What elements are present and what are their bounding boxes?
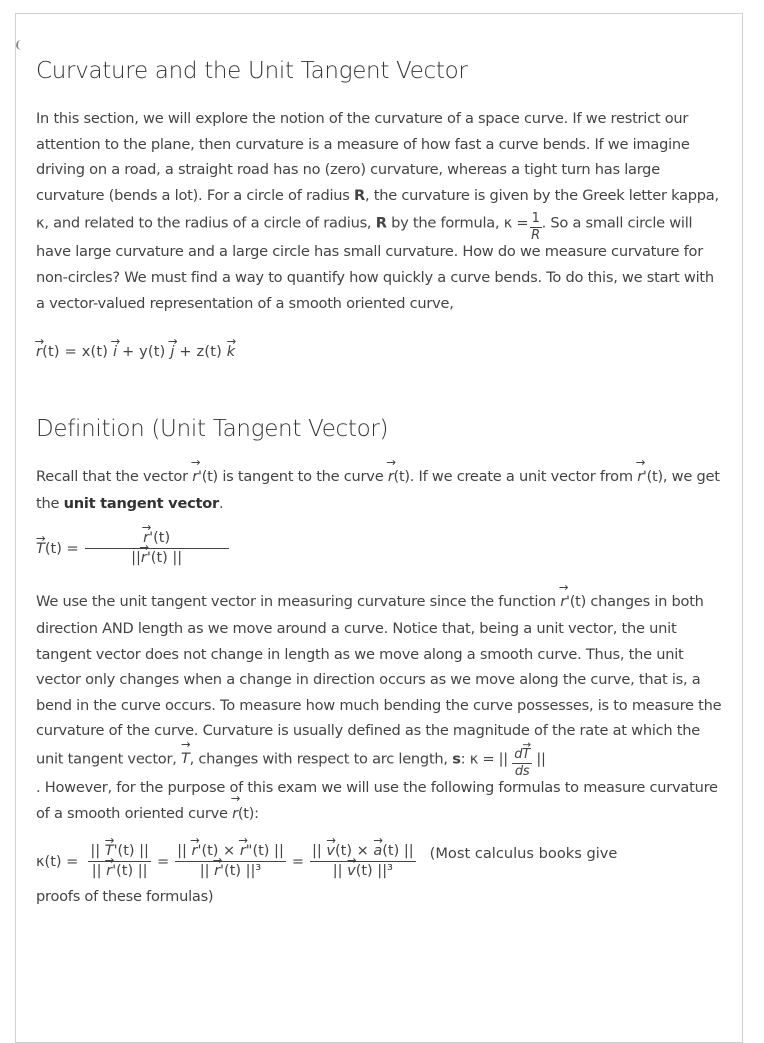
content-card (15, 13, 743, 1043)
formulas-note: proofs of these formulas) (36, 888, 214, 906)
section-title-curvature: Curvature and the Unit Tangent Vector (36, 58, 468, 84)
content-body (36, 58, 726, 910)
vector-function-formula: → r(t) = x(t) → i + y(t) → j + z(t) → k (36, 344, 726, 360)
intro-paragraph: In this section, we will explore the notion of the curvature of a space curve. If we restrict our attention to the plane, then curvature is a measure of how fast a curve bends. If we imagine driving on a road, a straight road has no (zero) curvature, whereas a tight turn has large curvature (bends a lot). For a circle of radius R, the curvature is given by the Greek letter kappa, κ, and related to the radius of a circle of radius, R by the formula, κ = $\frac{1}{R}$ . So a small circle will have large curvature and a large circle has small curvature. How do we measure curvature for non-circles? We must find a way to quantify how quickly a curve bends. To do this, we start with a vector-valued representation of a smooth oriented curve, (36, 110, 719, 312)
one-over-r-fraction: $\frac{1}{R}$ (531, 211, 540, 244)
unit-tangent-formula: → T (t) = → $\frac{r'(t)}{||\to r'(t) ||}$ (36, 530, 726, 567)
section-title-definition: Definition (Unit Tangent Vector) (36, 416, 389, 443)
explanation-paragraph: We use the unit tangent vector in measuring curvature since the function → r'(t) changes in both direction AND length as we move around a curve. Notice that, being a unit vector, the unit tangent vector does not change in length as we move along a smooth curve. Thus, the unit vector only changes when a change in direction occurs as we move along the curve, that is, a bend in the curve occurs. To measure how much bending the curve possesses, is to measure the curvature of the curve. Curvature is usually defined as the magnitude of the rate at which the unit tangent vector, → T, changes with respect to arc length, s: κ = || $\frac{d\to T}{ds}$ || . However, for the purpose of this exam we will use the following formulas to measure curvature of a smooth oriented curve → r(t): (36, 589, 726, 827)
kappa-formula: κ = (503, 215, 529, 232)
card-edge-marker (16, 40, 23, 50)
recall-paragraph: Recall that the vector → r'(t) is tangent to the curve → r(t). If we create a unit vector from → r'(t), we get the unit tangent vector. (36, 464, 726, 516)
curvature-formulas: κ(t) = $\frac{|| \to T'(t) ||}{|| \to r'(t) ||}$ = $\frac{|| \to r'(t) \times \to r"(t) ||}{\text{|| → r'(t) ||³}}$ = $\frac{|| \to v(t) \times \to a(t) ||}{\text{|| → v(t) ||³}}$ (Most calculus books give (36, 843, 726, 880)
